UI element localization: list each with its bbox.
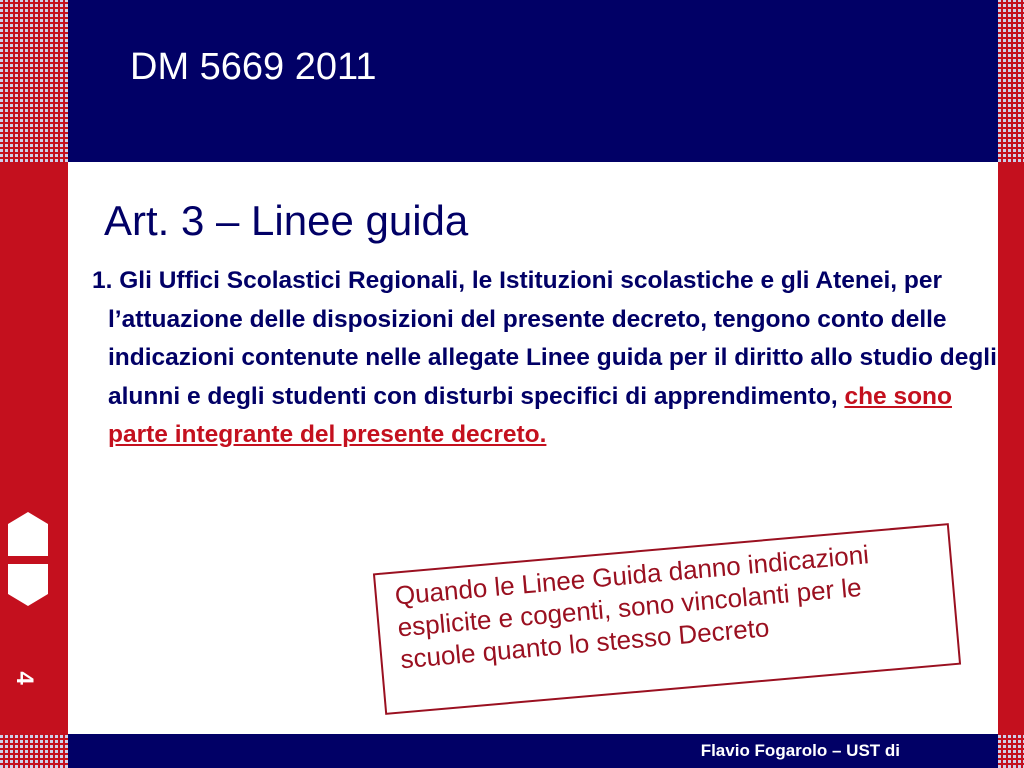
slide-title: DM 5669 2011 [130,46,377,88]
right-side-bar [998,162,1024,734]
article-heading: Art. 3 – Linee guida [104,197,469,244]
article-highlight-text: che sono parte integrante del presente decreto. [108,382,952,448]
checker-pattern-top-right [998,0,1024,162]
article-body-text: 1. Gli Uffici Scolastici Regionali, le Istituzioni scolastiche e gli Atenei, per l’attuazione delle disposizioni del presente decreto, tengono conto delle indicazioni contenute nelle allegate Linee guida per il diritto allo studio degli alunni e degli studenti con disturbi specifici di apprendimento, [92,267,997,410]
slide-number: 4 [11,671,38,685]
hexagon-emblem-icon [8,512,48,606]
callout-text: Quando le Linee Guida danno indicazioni esplicite e cogenti, sono vincolanti per le scuole quanto lo stesso Decreto [393,539,871,675]
callout-note [373,523,961,715]
footer-author: Flavio Fogarolo – UST di [700,741,900,760]
checker-pattern-bottom-right [998,734,1024,768]
article-paragraph [92,262,998,455]
checker-pattern-top-left [0,0,68,162]
left-side-bar [0,162,68,734]
checker-pattern-bottom-left [0,734,68,768]
